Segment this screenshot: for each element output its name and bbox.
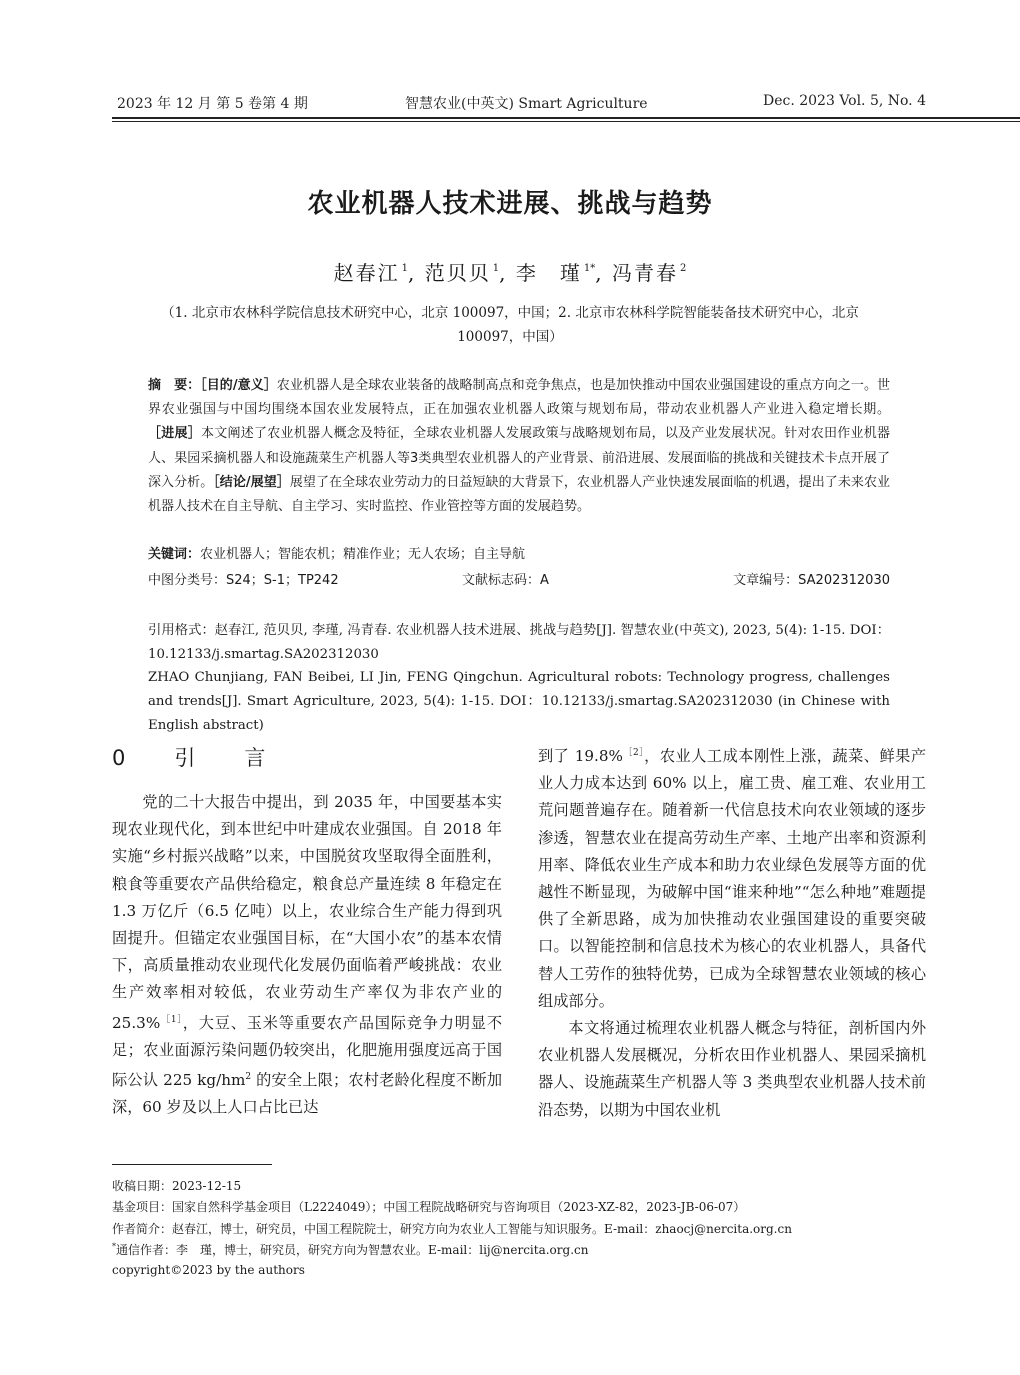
author-name: 范贝贝 bbox=[424, 261, 491, 285]
text-run: 到了 19.8% bbox=[538, 747, 623, 765]
abstract-label: 摘 要： bbox=[148, 378, 201, 393]
footnote-received: 收稿日期：2023-12-15 bbox=[112, 1179, 242, 1193]
author-affiliations: （1. 北京市农林科学院信息技术研究中心，北京 100097，中国；2. 北京市农林科学院智能装备技术研究中心，北京 100097，中国） bbox=[161, 305, 859, 345]
body-column-left bbox=[112, 789, 502, 1121]
text-run: ，大豆、玉米等重要农产品国际竞争力明显不足；农业面源污染问题仍较突出，化肥施用强度远高于国际公认 225 kg/hm bbox=[112, 1013, 503, 1090]
author-list: 赵春江 $^1$, 范贝贝 $^1$, 李 瑾 $^{1*}$, 冯青春 $^2$ bbox=[333, 261, 687, 285]
author-name: 李 瑾 bbox=[515, 261, 582, 285]
abstract bbox=[148, 374, 890, 519]
paragraph: 本文将通过梳理农业机器人概念与特征，剖析国内外农业机器人发展概况，分析农田作业机器人、果园采摘机器人、设施蔬菜生产机器人等 3 类典型农业机器人技术前沿态势，以期为中国农业机 bbox=[538, 1019, 926, 1119]
text-run: 通信作者：李 瑾，博士，研究员，研究方向为智慧农业。E-mail：lij@nercita.org.cn bbox=[116, 1243, 589, 1257]
text-run: 党的二十大报告中提出，到 2035 年，中国要基本实现农业现代化，到本世纪中叶建成农业强国。自 2018 年实施“乡村振兴战略”以来，中国脱贫攻坚取得全面胜利，粮食等重要农产品供给稳定，粮食总产量连续 8 年稳定在 1.3 万亿斤（6.5 亿吨）以上，农业综合生产能力得到巩固提升。但锚定农业强国目标，在“大国小农”的基本农情下，高质量推动农业现代化发展仍面临着严峻挑战：农业生产效率相对较低，农业劳动生产率仅为非农产业的 25.3% bbox=[112, 793, 502, 1032]
keywords-text: 农业机器人；智能农机；精准作业；无人农场；自主导航 bbox=[200, 547, 526, 562]
footnote-funding: 基金项目：国家自然科学基金项目（L2224049）；中国工程院战略研究与咨询项目（2023-XZ-82，2023-JB-06-07） bbox=[112, 1200, 746, 1214]
section-heading: 0 引 言 bbox=[112, 746, 280, 770]
citation-chinese: 引用格式：赵春江, 范贝贝, 李瑾, 冯青春. 农业机器人技术进展、挑战与趋势[J]. 智慧农业(中英文), 2023, 5(4): 1-15. DOI：10.12133/j.smartag.SA202312030 bbox=[148, 623, 890, 662]
running-header-issue: 2023 年 12 月 第 5 卷第 4 期 bbox=[117, 96, 308, 112]
author-affil-mark: 1 bbox=[492, 263, 500, 274]
author-affil-mark: 1 bbox=[401, 263, 409, 274]
running-header-volume: Dec. 2023 Vol. 5, No. 4 bbox=[762, 93, 926, 109]
footnote-separator bbox=[112, 1164, 272, 1165]
abstract-progress-text: 本文阐述了农业机器人概念及特征，全球农业机器人发展政策与战略规划布局，以及产业发展状况。针对农田作业机器人、果园采摘机器人和设施蔬菜生产机器人等3类典型农业机器人的产业背景、前沿进展、发展面临的挑战和关键技术卡点开展了深入分析。 bbox=[148, 426, 890, 490]
paragraph bbox=[112, 789, 502, 1121]
reference-marker: ［2］ bbox=[622, 748, 645, 758]
abstract-tag-conclusion: ［结论/展望］ bbox=[213, 474, 290, 490]
footnote-copyright: copyright©2023 by the authors bbox=[112, 1263, 305, 1277]
abstract-tag-purpose: ［目的/意义］ bbox=[200, 378, 277, 393]
abstract-tag-progress: ［进展］ bbox=[148, 426, 202, 442]
superscript: 2 bbox=[245, 1072, 252, 1083]
clc-number: 中图分类号：S24；S-1；TP242 bbox=[148, 573, 339, 588]
author-name: 冯青春 bbox=[611, 261, 678, 285]
keywords bbox=[148, 543, 525, 562]
abstract-purpose-text: 农业机器人是全球农业装备的战略制高点和竞争焦点，也是加快推动中国农业强国建设的重点方向之一。世界农业强国与中国均围绕本国农业发展特点，正在加强农业机器人政策与规划布局，带动农业机器人产业进入稳定增长期。 bbox=[148, 378, 890, 418]
author-affil-mark: 2 bbox=[679, 263, 687, 274]
paper-title: 农业机器人技术进展、挑战与趋势 bbox=[307, 189, 713, 219]
author-name: 赵春江 bbox=[333, 261, 400, 285]
body-column-right bbox=[538, 740, 926, 1124]
footnote-author-bio: 作者简介：赵春江，博士，研究员，中国工程院院士，研究方向为农业人工智能与知识服务。E-mail：zhaocj@nercita.org.cn bbox=[112, 1222, 792, 1236]
header-rule-thin bbox=[112, 121, 1020, 122]
reference-marker: ［1］ bbox=[160, 1014, 183, 1025]
corresponding-mark: * bbox=[112, 1242, 116, 1251]
author-affil-mark: 1* bbox=[583, 263, 596, 274]
footnote-corresponding bbox=[112, 1241, 588, 1258]
keywords-label: 关键词： bbox=[148, 547, 201, 562]
header-rule-thick bbox=[112, 117, 1020, 119]
document-code: 文献标志码：A bbox=[462, 573, 549, 588]
abstract-conclusion-text: 展望了在全球农业劳动力的日益短缺的大背景下，农业机器人产业快速发展面临的机遇，提出了未来农业机器人技术在自主导航、自主学习、实时监控、作业管控等方面的发展趋势。 bbox=[148, 474, 890, 515]
text-run: 的安全上限；农村老龄化程度不断加深，60 岁及以上人口占比已达 bbox=[112, 1071, 503, 1117]
text-run: ，农业人工成本刚性上涨，蔬菜、鲜果产业人力成本达到 60% 以上，雇工贵、雇工难、农业用工荒问题普遍存在。随着新一代信息技术向农业领域的逐步渗透，智慧农业在提高劳动生产率、土地产出率和资源利用率、降低农业生产成本和助力农业绿色发展等方面的优越性不断显现，为破解中国“谁来种地”“怎么种地”难题提供了全新思路，成为加快推动农业强国建设的重要突破口。以智能控制和信息技术为核心的农业机器人，具备代替人工劳作的独特优势，已成为全球智慧农业领域的核心组成部分。 bbox=[538, 747, 927, 1010]
running-header-journal: 智慧农业(中英文) Smart Agriculture bbox=[405, 96, 648, 112]
article-number: 文章编号：SA202312030 bbox=[733, 573, 890, 588]
citation-english: ZHAO Chunjiang, FAN Beibei, LI Jin, FENG Qingchun. Agricultural robots: Technology progress, challenges and trends[J]. Smart Agriculture, 2023, 5(4): 1-15. DOI：10.12133/j.smartag.SA202312030 (in Chinese with English abstract) bbox=[148, 670, 890, 733]
paragraph bbox=[538, 740, 926, 1015]
